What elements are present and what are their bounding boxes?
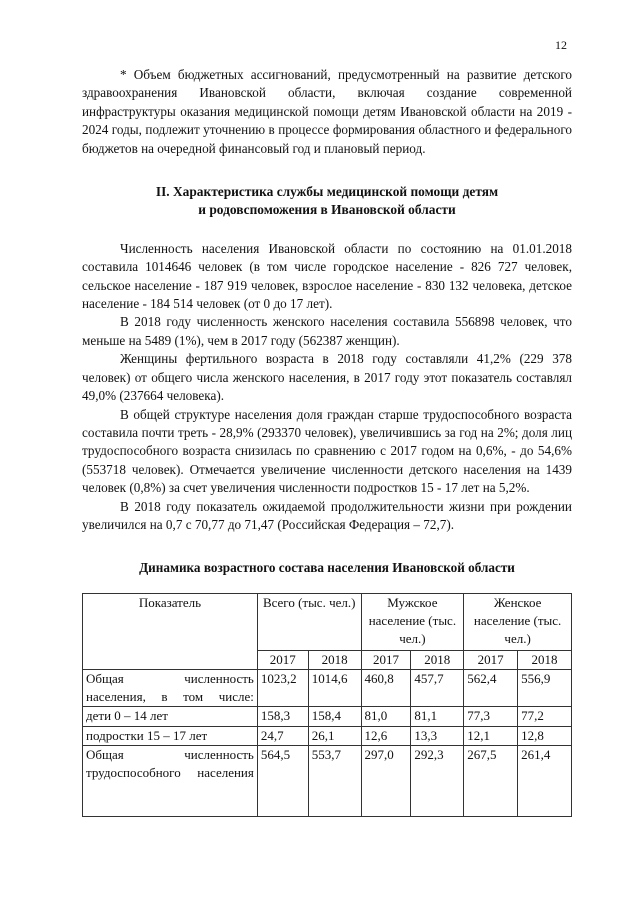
table-cell: 1014,6 bbox=[308, 669, 361, 706]
table-cell: 24,7 bbox=[257, 726, 308, 745]
header-male: Мужское население (тыс. чел.) bbox=[361, 593, 464, 650]
header-total: Всего (тыс. чел.) bbox=[257, 593, 361, 650]
year-header: 2017 bbox=[361, 650, 411, 669]
table-header-row bbox=[83, 593, 572, 650]
table-row bbox=[83, 745, 572, 816]
table-title: Динамика возрастного состава населения Ивановской области bbox=[139, 560, 515, 576]
year-header: 2018 bbox=[518, 650, 572, 669]
page-number: 12 bbox=[555, 38, 567, 52]
row-label: подростки 15 – 17 лет bbox=[83, 726, 258, 745]
table-cell: 297,0 bbox=[361, 745, 411, 816]
year-header: 2017 bbox=[257, 650, 308, 669]
table-cell: 553,7 bbox=[308, 745, 361, 816]
table-cell: 158,3 bbox=[257, 707, 308, 726]
paragraph-population: Численность населения Ивановской области по состоянию на 01.01.2018 составила 1014646 человек (в том числе городское население - 826 727 человек, сельское население - 187 919 человек, взрослое население - 830 132 человека, детское население - 184 514 человек (от 0 до 17 лет). bbox=[82, 240, 572, 312]
table-cell: 81,1 bbox=[411, 707, 464, 726]
table-cell: 1023,2 bbox=[257, 669, 308, 706]
row-label: дети 0 – 14 лет bbox=[83, 707, 258, 726]
table-cell: 564,5 bbox=[257, 745, 308, 816]
table-cell: 12,6 bbox=[361, 726, 411, 745]
table-cell: 13,3 bbox=[411, 726, 464, 745]
table-cell: 81,0 bbox=[361, 707, 411, 726]
row-label: Общая численность населения, в том числе: bbox=[83, 669, 258, 706]
table-cell: 12,1 bbox=[464, 726, 518, 745]
table-cell: 556,9 bbox=[518, 669, 572, 706]
table-cell: 292,3 bbox=[411, 745, 464, 816]
year-header: 2018 bbox=[308, 650, 361, 669]
table-cell: 562,4 bbox=[464, 669, 518, 706]
table-cell: 261,4 bbox=[518, 745, 572, 816]
paragraph-age-structure: В общей структуре населения доля граждан старше трудоспособного возраста составила почти треть - 28,9% (293370 человек), увеличившись за год на 2%; доля лиц трудоспособного возраста снизилась по сравнению с 2017 годом на 0,6%, - до 54,6% (553718 человек). Отмечается увеличение численности детского населения на 1439 человек (0,8%) за счет увеличения численности подростков 15 - 17 лет на 5,2%. bbox=[82, 406, 572, 496]
section-heading-line2: и родовспоможения в Ивановской области bbox=[198, 202, 456, 218]
table-cell: 460,8 bbox=[361, 669, 411, 706]
paragraph-female-population: В 2018 году численность женского населения составила 556898 человек, что меньше на 5489 (1%), чем в 2017 году (562387 женщин). bbox=[82, 314, 572, 348]
section-heading-line1: II. Характеристика службы медицинской помощи детям bbox=[155, 184, 499, 200]
header-indicator: Показатель bbox=[83, 593, 258, 669]
table-row bbox=[83, 707, 572, 726]
year-header: 2017 bbox=[464, 650, 518, 669]
table-cell: 77,2 bbox=[518, 707, 572, 726]
paragraph-fertile-women: Женщины фертильного возраста в 2018 году составляли 41,2% (229 378 человек) от общего числа женского населения, в 2017 году этот показатель составлял 49,0% (237664 человека). bbox=[82, 351, 572, 404]
table-cell: 158,4 bbox=[308, 707, 361, 726]
header-female: Женское население (тыс. чел.) bbox=[464, 593, 572, 650]
paragraph-life-expectancy: В 2018 году показатель ожидаемой продолжительности жизни при рождении увеличился на 0,7 с 70,77 до 71,47 (Российская Федерация – 72,7). bbox=[82, 498, 572, 532]
table-cell: 267,5 bbox=[464, 745, 518, 816]
age-structure-table bbox=[82, 593, 572, 817]
table-row bbox=[83, 669, 572, 706]
year-header: 2018 bbox=[411, 650, 464, 669]
table-cell: 77,3 bbox=[464, 707, 518, 726]
footnote: * Объем бюджетных ассигнований, предусмотренный на развитие детского здравоохранения Ивановской области, включая создание современной инфраструктуры оказания медицинской помощи детям Ивановской области на 2019 - 2024 годы, подлежит уточнению в процессе формирования областного и федерального бюджетов на очередной финансовый год и плановый период. bbox=[82, 67, 572, 156]
section-heading bbox=[82, 183, 572, 220]
table-cell: 457,7 bbox=[411, 669, 464, 706]
row-label: Общая численность трудоспособного населения bbox=[83, 745, 258, 816]
table-cell: 12,8 bbox=[518, 726, 572, 745]
table-cell: 26,1 bbox=[308, 726, 361, 745]
table-row bbox=[83, 726, 572, 745]
page-content bbox=[82, 66, 572, 817]
